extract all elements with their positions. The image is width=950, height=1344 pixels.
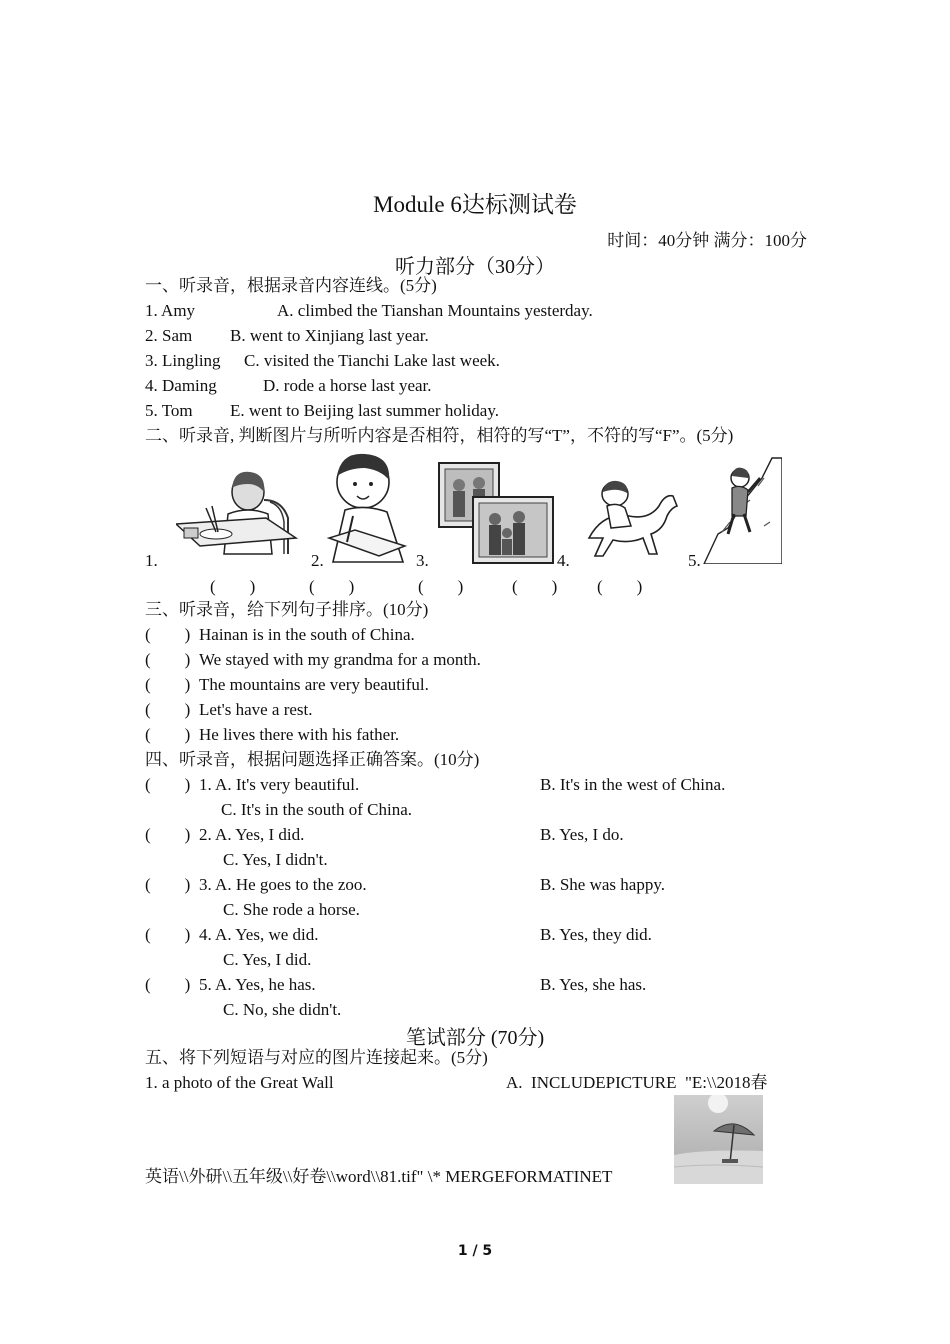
section-1-heading: 一、听录音，根据录音内容连线。(5分) <box>145 276 437 295</box>
match-row-1-right: A. climbed the Tianshan Mountains yesterday. <box>277 301 593 320</box>
writing-section-header: 笔试部分 (70分) <box>405 1027 545 1049</box>
picture-number-2: 2. <box>311 551 324 570</box>
match-row-3-left: 3. Lingling <box>145 351 221 370</box>
order-item-3: ( ) The mountains are very beautiful. <box>145 675 429 694</box>
match-row-2-left: 2. Sam <box>145 326 193 345</box>
page-title: Module 6达标测试卷 <box>373 192 577 217</box>
phrase-item-1: 1. a photo of the Great Wall <box>145 1073 334 1092</box>
match-row-5-right: E. went to Beijing last summer holiday. <box>230 401 499 420</box>
answer-blank-2: ( ) <box>309 577 355 596</box>
match-row-4-left: 4. Daming <box>145 376 217 395</box>
match-row-5-left: 5. Tom <box>145 401 193 420</box>
picture-number-5: 5. <box>688 551 701 570</box>
answer-blank-5: ( ) <box>597 577 643 596</box>
section-3-heading: 三、听录音，给下列句子排序。(10分) <box>145 600 429 619</box>
question-4-option-c: C. Yes, I did. <box>223 950 312 969</box>
match-row-3-right: C. visited the Tianchi Lake last week. <box>244 351 500 370</box>
boy-writing-icon <box>325 452 407 564</box>
question-4-option-b: B. Yes, they did. <box>540 925 652 944</box>
question-2-option-b: B. Yes, I do. <box>540 825 624 844</box>
question-4-option-a: ( ) 4. A. Yes, we did. <box>145 925 319 944</box>
section-4-heading: 四、听录音，根据问题选择正确答案。(10分) <box>145 750 480 769</box>
match-row-4-right: D. rode a horse last year. <box>263 376 432 395</box>
match-row-1-left: 1. Amy <box>145 301 196 320</box>
girl-eating-noodles-icon <box>176 470 302 556</box>
question-5-option-a: ( ) 5. A. Yes, he has. <box>145 975 316 994</box>
boy-riding-horse-icon <box>585 480 679 562</box>
order-item-4: ( ) Let's have a rest. <box>145 700 313 719</box>
question-1-option-c: C. It's in the south of China. <box>221 800 413 819</box>
order-item-2: ( ) We stayed with my grandma for a month. <box>145 650 481 669</box>
question-1-option-b: B. It's in the west of China. <box>540 775 726 794</box>
order-item-1: ( ) Hainan is in the south of China. <box>145 625 415 644</box>
question-2-option-c: C. Yes, I didn't. <box>223 850 328 869</box>
question-3-option-c: C. She rode a horse. <box>223 900 360 919</box>
question-1-option-a: ( ) 1. A. It's very beautiful. <box>145 775 360 794</box>
listening-section-header: 听力部分（30分） <box>395 256 555 278</box>
question-5-option-c: C. No, she didn't. <box>223 1000 342 1019</box>
picture-option-a-field-code: A. INCLUDEPICTURE "E:\\2018春 <box>506 1073 768 1092</box>
time-score-info: 时间：40分钟 满分：100分 <box>607 231 807 250</box>
family-photos-icon <box>437 461 555 565</box>
question-3-option-b: B. She was happy. <box>540 875 665 894</box>
question-2-option-a: ( ) 2. A. Yes, I did. <box>145 825 305 844</box>
picture-number-4: 4. <box>557 551 570 570</box>
beach-umbrella-icon <box>674 1095 763 1184</box>
picture-number-1: 1. <box>145 551 158 570</box>
answer-blank-4: ( ) <box>512 577 558 596</box>
question-3-option-a: ( ) 3. A. He goes to the zoo. <box>145 875 367 894</box>
match-row-2-right: B. went to Xinjiang last year. <box>230 326 429 345</box>
picture-path-continuation: 英语\\外研\\五年级\\好卷\\word\\81.tif" \* MERGEFORMATINET <box>145 1167 613 1186</box>
section-2-heading: 二、听录音, 判断图片与所听内容是否相符，相符的写“T”，不符的写“F”。(5分) <box>145 426 734 445</box>
section-5-heading: 五、将下列短语与对应的图片连接起来。(5分) <box>145 1048 488 1067</box>
answer-blank-3: ( ) <box>418 577 464 596</box>
boy-climbing-mountain-icon <box>702 456 782 564</box>
question-5-option-b: B. Yes, she has. <box>540 975 647 994</box>
answer-blank-1: ( ) <box>210 577 256 596</box>
order-item-5: ( ) He lives there with his father. <box>145 725 400 744</box>
page-number: 1 / 5 <box>457 1243 493 1259</box>
picture-number-3: 3. <box>416 551 429 570</box>
